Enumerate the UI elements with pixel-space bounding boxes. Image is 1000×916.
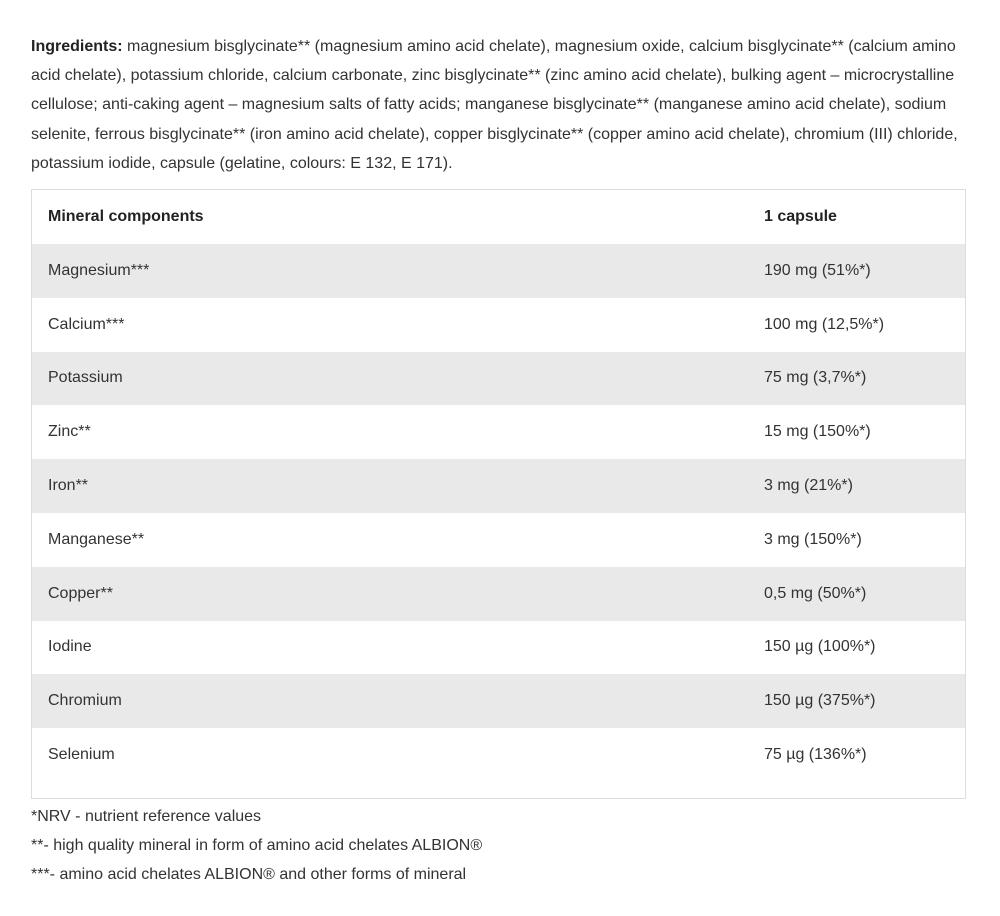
table-row [32,405,965,459]
table-row [32,728,965,782]
mineral-components-table [31,189,966,799]
ingredients-label: Ingredients: [31,38,123,55]
footnote-albion-chelates: **- high quality mineral in form of amino acid chelates ALBION® [31,837,483,854]
header-mineral-components: Mineral components [48,208,204,225]
table-row [32,459,965,513]
row-name: Iodine [48,638,92,656]
row-name: Calcium*** [48,315,125,333]
footnotes [31,802,482,889]
row-value: 150 µg (100%*) [764,638,876,656]
row-name: Chromium [48,692,122,710]
row-value: 3 mg (21%*) [764,477,853,495]
table-row [32,621,965,675]
table-row [32,352,965,406]
table-row [32,513,965,567]
table-row [32,244,965,298]
row-name: Iron** [48,477,89,495]
ingredients-text: magnesium bisglycinate** (magnesium amino acid chelate), magnesium oxide, calcium bisglycinate** (calcium amino acid chelate), potassium chloride, calcium carbonate, zinc bisglycinate** (zinc amino acid chelate), bulking agent – microcrystalline cellulose; anti-caking agent – magnesium salts of fatty acids; manganese bisglycinate** (manganese amino acid chelate), sodium selenite, ferrous bisglycinate** (iron amino acid chelate), copper bisglycinate** (copper amino acid chelate), chromium (III) chloride, potassium iodide, capsule (gelatine, colours: E 132, E 171). [31,38,958,172]
row-name: Potassium [48,369,123,387]
table-row [32,298,965,352]
row-value: 3 mg (150%*) [764,530,862,548]
ingredients-paragraph [31,32,971,178]
header-1-capsule: 1 capsule [764,208,837,225]
footnote-nrv: *NRV - nutrient reference values [31,808,262,825]
table-row [32,567,965,621]
row-value: 150 µg (375%*) [764,692,876,710]
footnote-albion-other-forms: ***- amino acid chelates ALBION® and other forms of mineral [31,866,467,883]
row-name: Copper** [48,584,113,602]
row-value: 100 mg (12,5%*) [764,315,885,333]
row-value: 75 mg (3,7%*) [764,369,867,387]
row-value: 190 mg (51%*) [764,261,871,279]
row-name: Selenium [48,746,115,764]
row-value: 75 µg (136%*) [764,746,867,764]
row-value: 15 mg (150%*) [764,423,871,441]
row-value: 0,5 mg (50%*) [764,584,867,602]
row-name: Magnesium*** [48,261,150,279]
row-name: Manganese** [48,530,145,548]
table-row [32,674,965,728]
row-name: Zinc** [48,423,91,441]
table-header-row [32,190,965,244]
